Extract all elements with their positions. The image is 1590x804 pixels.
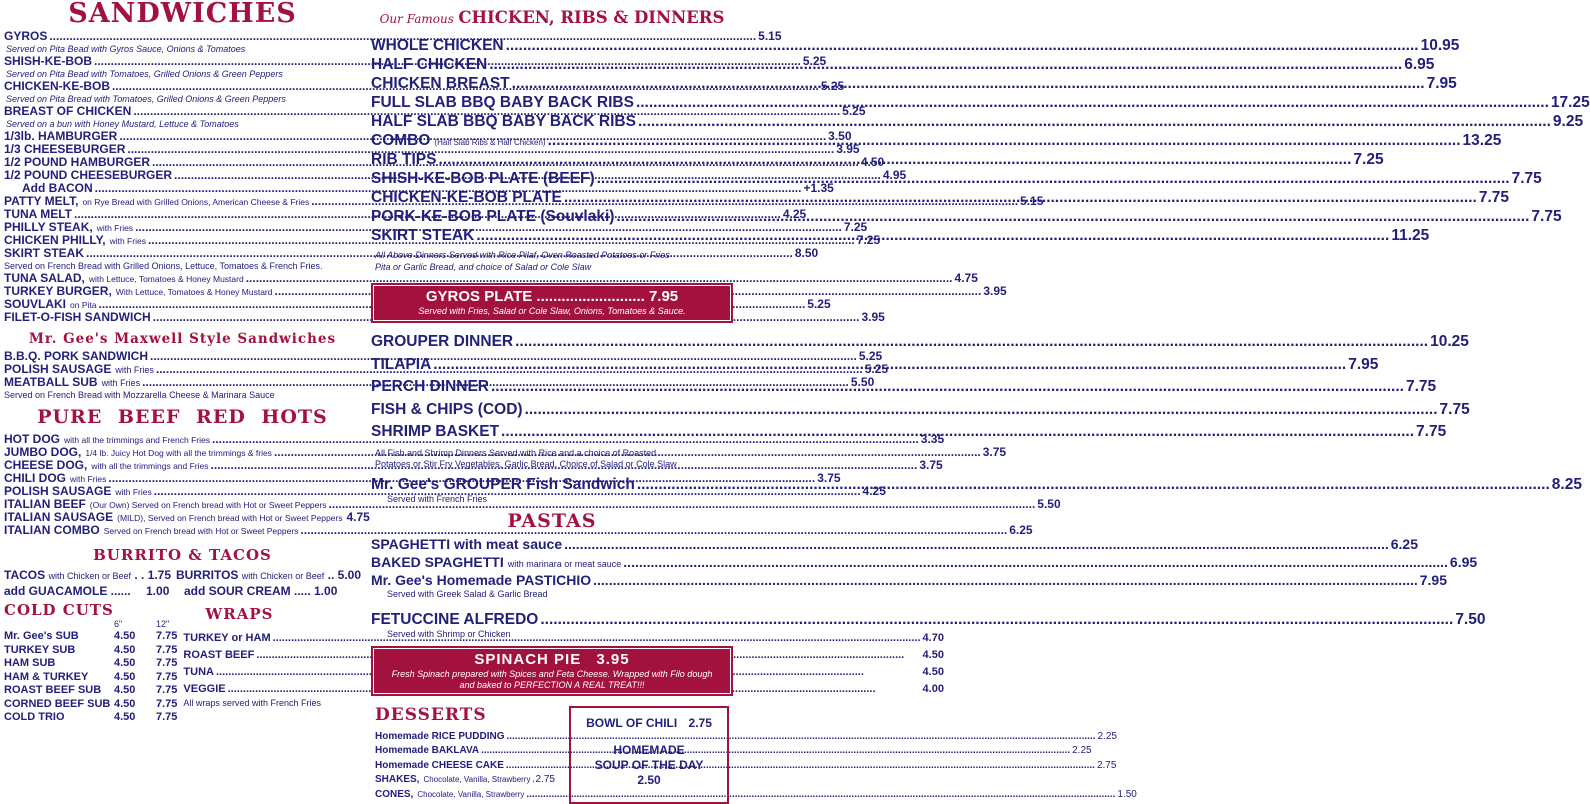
menu-item-name: BREAST OF CHICKEN (4, 104, 132, 118)
menu-item-name: HOT DOG (4, 432, 60, 446)
menu-item-row (371, 553, 1478, 571)
soup-price: 2.50 (637, 772, 661, 787)
dinners-title-text: CHICKEN, RIBS & DINNERS (458, 8, 725, 27)
fettuccine-row (371, 610, 1486, 629)
coldcut-price-6: 4.50 (114, 630, 136, 642)
menu-item-name: CONES, (375, 788, 414, 800)
menu-item-name: VEGGIE (183, 683, 226, 695)
coldcuts-section (4, 602, 177, 725)
menu-item-price: 7.75 (1416, 423, 1447, 440)
dinners-note-2: Pita or Garlic Bread, and choice of Salad or Cole Slaw (375, 262, 592, 272)
menu-item-name: HALF SLAB BBQ BABY BACK RIBS (371, 113, 636, 130)
tacos-price: 1.75 (147, 568, 172, 582)
menu-item-price: 5.25 (802, 54, 827, 68)
coldcut-price-12: 7.75 (156, 711, 178, 723)
menu-item-price: 7.25 (856, 233, 881, 247)
maxwell-note: Served on French Bread with Mozzarella Cheese & Marinara Sauce (4, 390, 275, 400)
menu-item-name: PHILLY STEAK, (4, 220, 93, 234)
coldcut-name: COLD TRIO (4, 711, 65, 723)
menu-item-price: 10.25 (1430, 333, 1469, 350)
burritos-item: BURRITOS with Chicken or Beef .. 5.00 (175, 568, 361, 582)
coldcut-name: CORNED BEEF SUB (4, 697, 111, 710)
menu-item-name: TUNA MELT (4, 207, 72, 221)
menu-item-name: Mr. Gee's Homemade PASTICHIO (371, 571, 592, 588)
menu-item-name: TURKEY or HAM (183, 632, 271, 644)
grouper-sandwich-name: Mr. Gee's GROUPER Fish Sandwich (371, 475, 635, 493)
pastas-title: PASTAS (507, 509, 597, 532)
menu-item-name: CHICKEN BREAST (371, 75, 510, 92)
coldcut-price-12: 7.75 (156, 684, 178, 696)
menu-item-price: 5.25 (864, 362, 889, 376)
dot-leader (433, 354, 1346, 377)
tacos-item: TACOS with Chicken or Beef . . 1.75 (4, 568, 172, 582)
coldcuts-title: COLD CUTS (4, 601, 114, 619)
menu-item-desc: with Fries (109, 236, 146, 246)
menu-item-price: 1.50 (1117, 788, 1137, 800)
dot-leader (564, 535, 1389, 553)
dot-leader (564, 188, 1477, 207)
dot-leader (593, 571, 1418, 589)
coldcut-price-6: 4.50 (114, 657, 136, 669)
menu-item-name: ITALIAN BEEF (4, 497, 86, 511)
coldcut-price-12: 7.75 (156, 670, 178, 683)
maxwell-title: Mr. Gee's Maxwell Style Sandwiches (28, 331, 337, 347)
burritos-price: 5.00 (337, 568, 361, 582)
coldcuts-size-6: 6" (114, 619, 123, 629)
menu-item-price: 6.95 (1404, 56, 1435, 73)
dot-leader (506, 36, 1419, 55)
menu-item-price: 5.15 (758, 29, 782, 43)
menu-item-price: 7.75 (1531, 208, 1562, 225)
gyros-plate-price: 7.95 (648, 288, 679, 305)
menu-item-price: 4.25 (862, 484, 886, 498)
menu-item-price: 4.95 (882, 168, 907, 182)
menu-item-desc: 1/4 lb. Juicy Hot Dog with all the trimmings & fries (85, 448, 272, 458)
menu-item-note: Served on Pita Bread with Tomatoes, Grilled Onions & Green Peppers (6, 94, 286, 104)
menu-item-name: CHICKEN-KE-BOB PLATE (371, 189, 562, 206)
menu-item-price: 4.50 (922, 649, 944, 661)
menu-item-price: 4.50 (860, 155, 885, 169)
menu-item-price: 6.25 (1009, 523, 1033, 537)
menu-item-price: 4.75 (346, 510, 370, 524)
menu-item-desc: (Half Slab Ribs & Half Chicken) (434, 138, 546, 147)
menu-item-name: Homemade CHEESE CAKE (375, 759, 504, 771)
menu-item-name: ROAST BEEF (183, 649, 255, 661)
dot-leader (489, 55, 1402, 74)
burritos-section (4, 568, 361, 599)
dot-leader (512, 74, 1425, 93)
burritos-desc: with Chicken or Beef (241, 571, 325, 581)
fish-note-2: Potatoes or Stir Fry Vegetables, Garlic Bread, Choice of Salad or Cole Slaw (375, 458, 677, 469)
pastas-list (371, 535, 1478, 589)
guacamole-item: add GUACAMOLE ...... 1.00 (4, 584, 170, 598)
menu-item-price: 7.75 (1405, 378, 1437, 395)
menu-item-name: PATTY MELT, (4, 194, 79, 208)
menu-item-desc: Chocolate, Vanilla, Strawberry (423, 775, 531, 784)
dot-leader (491, 376, 1404, 399)
dot-leader (476, 226, 1389, 245)
gyros-plate-banner: GYROS PLATE .......................... 7.95 Served with Fries, Salad or Cole Slaw, Onions, Tomatoes & Sauce. (371, 283, 733, 323)
coldcut-row (4, 684, 177, 698)
menu-item-desc: with Fries (115, 365, 154, 375)
menu-item-name: TUNA SALAD, (4, 271, 85, 285)
menu-item-desc: With Lettuce, Tomatoes & Honey Mustard (115, 287, 273, 297)
spinach-pie-note-2: and baked to PERFECTION A REAL TREAT!!! (459, 679, 645, 690)
menu-item-price: 3.50 (828, 129, 852, 143)
menu-item-name: 1/2 POUND CHEESEBURGER (4, 168, 173, 182)
menu-item-desc: with Lettuce, Tomatoes & Honey Mustard (88, 274, 244, 284)
coldcut-row (4, 644, 177, 658)
coldcut-name: TURKEY SUB (4, 643, 76, 656)
menu-item-price: 10.95 (1420, 37, 1460, 54)
coldcut-row (4, 698, 177, 712)
wraps-note: All wraps served with French Fries (183, 698, 321, 708)
menu-item-price: 4.75 (954, 271, 978, 285)
sandwiches-title: SANDWICHES (68, 0, 297, 29)
menu-item-row (375, 788, 1137, 803)
menu-item-price: 7.75 (1511, 170, 1542, 187)
sour-cream-item: add SOUR CREAM ..... 1.00 (184, 584, 338, 598)
dinners-note-1: All Above Dinners Served with Rice Pilaf, Oven Roasted Potatoes or Fries (375, 250, 670, 260)
menu-item-name: CHILI DOG (4, 471, 66, 485)
menu-item-price: 2.75 (1096, 759, 1117, 771)
coldcut-name: HAM & TURKEY (4, 670, 89, 683)
menu-item-row (371, 571, 1447, 589)
menu-item-name: FULL SLAB BBQ BABY BACK RIBS (371, 94, 634, 111)
guacamole-name: add GUACAMOLE (4, 584, 108, 598)
coldcut-row (4, 630, 177, 644)
skirt-steak-note: Served on French Bread with Grilled Onions, Lettuce, Tomatoes & French Fries. (4, 261, 323, 271)
menu-item-name: Add BACON (22, 181, 93, 195)
coldcut-price-6: 4.50 (114, 684, 136, 696)
spinach-pie-price: 3.95 (596, 650, 630, 668)
menu-item-price: 3.75 (982, 445, 1007, 459)
menu-item-name: 1/3 CHEESEBURGER (4, 142, 126, 156)
dot-leader (597, 169, 1510, 188)
menu-item-price: 7.25 (1353, 151, 1384, 168)
coldcut-price-6: 4.50 (114, 711, 136, 723)
dinners-title-prefix: Our Famous (379, 12, 454, 26)
burritos-title: BURRITO & TACOS (93, 546, 272, 564)
sour-cream-price: 1.00 (314, 584, 338, 598)
menu-item-desc: with marinara or meat sauce (507, 558, 622, 569)
menu-item-row (371, 535, 1418, 553)
menu-item-price: 4.50 (922, 666, 944, 678)
coldcut-price-6: 4.50 (114, 670, 136, 683)
coldcut-row (4, 657, 177, 671)
menu-item-desc: with Fries (101, 378, 141, 388)
menu-item-name: POLISH SAUSAGE (4, 484, 112, 498)
menu-item-row (4, 523, 1033, 537)
dot-leader (501, 421, 1414, 444)
menu-item-price: 6.95 (1449, 553, 1478, 570)
dot-leader (515, 331, 1428, 354)
menu-item-name: 1/2 POUND HAMBURGER (4, 155, 151, 169)
menu-item-desc: Served on French bread with Hot or Sweet Peppers (103, 526, 299, 536)
fettuccine-name: FETUCCINE ALFREDO (371, 610, 539, 628)
menu-item-price: 7.95 (1419, 571, 1447, 588)
coldcut-name: ROAST BEEF SUB (4, 684, 102, 696)
menu-item-name: BAKED SPAGHETTI (371, 553, 504, 570)
menu-item-price: 4.25 (782, 207, 807, 221)
menu-item-price: 2.75 (535, 774, 555, 785)
menu-item-price: 5.50 (850, 375, 875, 389)
menu-item-name: CHICKEN PHILLY, (4, 233, 106, 247)
dot-leader (638, 112, 1551, 131)
menu-item-price: 13.25 (1462, 132, 1502, 149)
dot-leader (623, 553, 1448, 571)
menu-item-desc: with all the trimmings and Fries (91, 461, 209, 471)
menu-item-price: 3.95 (836, 142, 860, 156)
redhots-title: PURE BEEF RED HOTS (37, 406, 328, 428)
menu-item-price: 4.00 (922, 683, 944, 695)
menu-item-name: FISH & CHIPS (COD) (371, 400, 523, 418)
menu-item-price: 9.25 (1552, 113, 1584, 130)
menu-item-name: SHAKES, (375, 774, 420, 785)
menu-item-name: Homemade RICE PUDDING (375, 730, 505, 742)
menu-item-name: CHICKEN-KE-BOB (4, 79, 110, 93)
menu-item-name: FILET-O-FISH SANDWICH (4, 310, 151, 324)
menu-item-name: B.B.Q. PORK SANDWICH (4, 349, 148, 363)
menu-item-name: SOUVLAKI (4, 297, 67, 311)
menu-item-desc: with Fries (115, 487, 152, 497)
spinach-pie-note-1: Fresh Spinach prepared with Spices and Feta Cheese. Wrapped with Filo dough (391, 668, 713, 679)
menu-item-desc: with Fries (96, 223, 134, 233)
tacos-name: TACOS (4, 568, 46, 582)
menu-item-price: +1.35 (803, 181, 834, 195)
menu-item-name: TUNA (183, 666, 214, 678)
coldcut-price-6: 4.50 (114, 643, 136, 656)
coldcut-name: HAM SUB (4, 657, 56, 669)
menu-item-price: 8.50 (794, 246, 819, 260)
menu-item-note: Served on Pita Bead with Gyros Sauce, Onions & Tomatoes (6, 44, 246, 54)
menu-item-row (375, 730, 1117, 745)
fettuccine-price: 7.50 (1455, 610, 1486, 628)
menu-item-price: 6.25 (1390, 535, 1418, 552)
menu-item-row (375, 773, 555, 788)
menu-item-name: GYROS (4, 29, 48, 43)
menu-item-name: Homemade BAKLAVA (375, 745, 480, 756)
menu-item-price: 5.25 (858, 349, 883, 363)
menu-item-note: Served on a bun with Honey Mustard, Lettuce & Tomatoes (6, 119, 239, 129)
menu-item-name: SKIRT STEAK (371, 227, 475, 244)
menu-item-price: 11.25 (1391, 227, 1430, 244)
coldcuts-list (4, 630, 177, 725)
chili-name: BOWL OF CHILI (586, 715, 678, 730)
dot-leader (548, 131, 1461, 150)
guacamole-price: 1.00 (146, 584, 170, 598)
coldcut-price-12: 7.75 (156, 697, 178, 710)
coldcut-row (4, 671, 177, 685)
menu-item-row (4, 29, 782, 43)
coldcut-name: Mr. Gee's SUB (4, 630, 79, 642)
dot-leader (438, 150, 1351, 169)
menu-item-price: 3.75 (817, 471, 841, 485)
menu-item-name: PORK-KE-BOB PLATE (Souvlaki) (371, 208, 615, 225)
menu-item-price: 7.95 (1348, 355, 1379, 373)
coldcuts-size-12: 12" (156, 619, 170, 629)
tacos-desc: with Chicken or Beef (48, 571, 131, 581)
dot-leader (532, 773, 533, 788)
menu-item-row (375, 744, 1092, 759)
soup-line-2: SOUP OF THE DAY (594, 757, 704, 772)
menu-item-price: 4.70 (922, 632, 944, 644)
menu-item-desc: with all the trimmings and French Fries (64, 435, 210, 445)
menu-item-name: SKIRT STEAK (4, 246, 85, 260)
sour-cream-name: add SOUR CREAM (184, 584, 291, 598)
menu-item-name: SPAGHETTI with meat sauce (371, 535, 563, 552)
spinach-pie-banner (371, 646, 733, 696)
menu-item-name: SHISH-KE-BOB PLATE (BEEF) (371, 170, 595, 187)
menu-item-desc: with Fries (70, 474, 107, 484)
coldcut-price-12: 7.75 (156, 643, 178, 656)
pastichio-note: Served with Greek Salad & Garlic Bread (387, 588, 548, 599)
menu-item-name: HALF CHICKEN (371, 56, 488, 73)
menu-item-row (371, 331, 1469, 354)
gyros-plate-name: GYROS PLATE (425, 288, 533, 305)
menu-item-desc: (Our Own) Served on French bread with Hot or Sweet Peppers (89, 500, 327, 510)
menu-item-name: TILAPIA (371, 355, 432, 373)
desserts-title: DESSERTS (375, 704, 487, 725)
coldcut-price-12: 7.75 (156, 630, 178, 642)
menu-item-name: CHEESE DOG, (4, 458, 88, 472)
dinners-title (371, 0, 733, 36)
menu-item-price: 7.75 (1478, 189, 1510, 206)
menu-item-name: RIB TIPS (371, 151, 437, 168)
menu-item-price: 7.75 (1439, 400, 1470, 418)
menu-item-price: 5.25 (820, 79, 845, 93)
menu-item-name: PERCH DINNER (371, 378, 489, 395)
menu-item-desc: (MILD), Served on French bread with Hot or Sweet Peppers (117, 513, 343, 523)
chili-soup-box (569, 706, 729, 804)
menu-item-name: WHOLE CHICKEN (371, 37, 504, 54)
menu-item-price: 5.50 (1037, 497, 1061, 511)
soup-line-1: HOMEMADE (613, 742, 685, 757)
menu-item-name: ITALIAN COMBO (4, 523, 100, 537)
menu-item-desc: Chocolate, Vanilla, Strawberry (417, 789, 525, 799)
menu-item-price: 17.25 (1550, 94, 1590, 111)
menu-item-price: 5.25 (842, 104, 866, 118)
menu-item-price: 2.25 (1072, 745, 1092, 756)
grouper-sandwich-note: Served with French Fries (387, 493, 488, 504)
menu-item-price: 5.25 (807, 297, 831, 311)
menu-item-price: 2.25 (1097, 730, 1117, 742)
menu-item-name: COMBO (371, 132, 431, 149)
fettuccine-note: Served with Shrimp or Chicken (387, 628, 511, 639)
spinach-pie-name: SPINACH PIE (474, 650, 582, 668)
menu-item-price: 3.95 (861, 310, 885, 324)
menu-item-name: TURKEY BURGER, (4, 284, 112, 298)
menu-item-price: 5.15 (1020, 194, 1044, 208)
menu-item-price: 7.25 (843, 220, 868, 234)
burritos-name: BURRITOS (175, 568, 239, 582)
menu-item-desc: on Rye Bread with Grilled Onions, American Cheese & Fries (82, 197, 310, 207)
wraps-title: WRAPS (205, 605, 274, 623)
menu-item-row (371, 112, 1584, 131)
coldcut-price-12: 7.75 (156, 657, 178, 669)
menu-item-price: 3.95 (983, 284, 1007, 298)
menu-item-note: Served on Pita Bead with Tomatoes, Grilled Onions & Green Peppers (6, 69, 283, 79)
menu-item-row (371, 399, 1470, 422)
dot-leader (636, 93, 1549, 112)
fish-note-1: All Fish and Shrimp Dinners Served with Rice and a choice of Roasted (375, 447, 657, 458)
menu-item-name: POLISH SAUSAGE (4, 362, 112, 376)
menu-item-price: 7.95 (1426, 75, 1457, 92)
dot-leader (616, 207, 1529, 226)
menu-item-row (4, 104, 866, 118)
menu-item-desc: on Pita (70, 300, 97, 310)
menu-item-price: 3.35 (920, 432, 945, 446)
menu-item-name: ITALIAN SAUSAGE (4, 510, 114, 524)
menu-item-name: GROUPER DINNER (371, 333, 514, 350)
menu-item-name: 1/3lb. HAMBURGER (4, 129, 118, 143)
gyros-plate-note: Served with Fries, Salad or Cole Slaw, Onions, Tomatoes & Sauce. (418, 306, 686, 316)
grouper-sandwich-price: 8.25 (1551, 475, 1582, 493)
menu-item-price: 3.75 (919, 458, 943, 472)
menu-item-name: SHISH-KE-BOB (4, 54, 93, 68)
menu-item-name: JUMBO DOG, (4, 445, 82, 459)
menu-item-name: MEATBALL SUB (4, 375, 98, 389)
coldcut-price-6: 4.50 (114, 697, 136, 710)
coldcut-row (4, 711, 177, 725)
dot-leader (525, 399, 1438, 422)
menu-item-name: SHRIMP BASKET (371, 423, 500, 440)
chili-price: 2.75 (688, 715, 712, 730)
